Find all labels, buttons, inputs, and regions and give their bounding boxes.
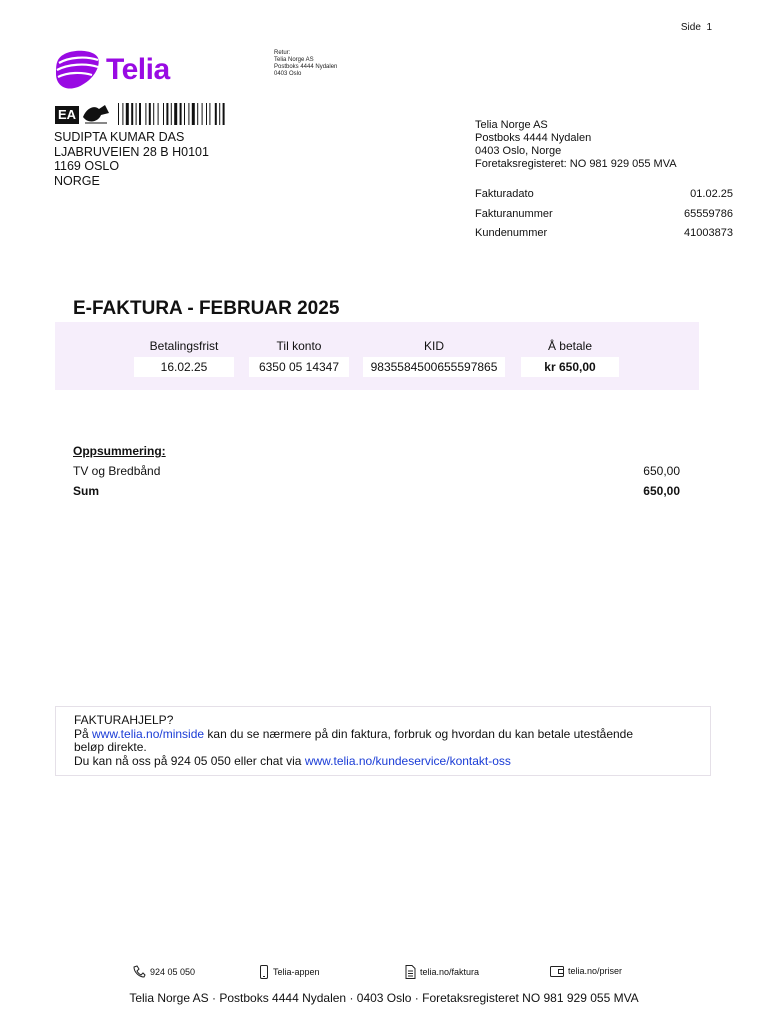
minside-link[interactable]: www.telia.no/minside — [92, 726, 205, 741]
contact-text: telia.no/priser — [568, 966, 623, 976]
sender-line: Foretaksregisteret: NO 981 929 055 MVA — [475, 158, 677, 170]
help-line: beløp direkte. — [74, 740, 147, 754]
account-value: 6350 05 14347 — [249, 357, 349, 377]
invoice-meta — [475, 188, 733, 247]
recipient-line: SUDIPTA KUMAR DAS — [54, 130, 185, 144]
recipient-line: 1169 OSLO — [54, 159, 120, 173]
meta-row — [475, 208, 733, 228]
help-heading: FAKTURAHJELP? — [74, 713, 174, 727]
barcode — [118, 103, 252, 125]
contact-link[interactable]: www.telia.no/kundeservice/kontakt-oss — [304, 753, 511, 768]
return-line: Retur: — [274, 50, 291, 56]
wallet-icon — [550, 965, 564, 977]
summary-row-value: 650,00 — [643, 464, 680, 478]
return-line: 0403 Oslo — [274, 71, 302, 77]
recipient-address — [54, 130, 209, 188]
payment-box — [55, 322, 699, 390]
kid-label: KID — [423, 339, 444, 353]
sender-address — [475, 119, 677, 171]
return-address — [274, 50, 337, 78]
meta-value: 65559786 — [684, 207, 733, 220]
return-line: Postboks 4444 Nydalen — [274, 64, 338, 70]
meta-label: Fakturanummer — [475, 207, 553, 220]
meta-value: 01.02.25 — [690, 188, 733, 200]
contact-prices — [550, 965, 622, 977]
help-text: kan du se nærmere på din faktura, forbruk og hvordan du kan betale utestående — [204, 726, 634, 741]
contact-app — [259, 965, 320, 979]
due-date-column — [134, 339, 234, 377]
posthorn-icon — [79, 103, 113, 127]
meta-value: 41003873 — [684, 227, 733, 239]
due-date-label: Betalingsfrist — [149, 339, 219, 353]
contact-invoice — [405, 965, 479, 979]
meta-row — [475, 227, 733, 247]
telia-pebble-icon — [54, 50, 100, 90]
kid-value: 9835584500655597865 — [363, 357, 505, 377]
telia-logo — [54, 50, 170, 90]
brand-name: Telia — [106, 53, 170, 86]
account-label: Til konto — [276, 339, 322, 353]
postal-mark — [55, 103, 113, 127]
summary-total-value: 650,00 — [643, 484, 680, 498]
sender-line: 0403 Oslo, Norge — [475, 145, 562, 157]
footer: Telia Norge AS · Postboks 4444 Nydalen · 0403 Oslo · Foretaksregisteret NO 981 929 055 MVA — [129, 991, 639, 1005]
sender-line: Postboks 4444 Nydalen — [475, 132, 592, 144]
summary-row — [73, 464, 680, 484]
summary-section — [73, 444, 680, 504]
phone-icon — [132, 965, 146, 978]
return-line: Telia Norge AS — [274, 57, 314, 63]
due-date-value: 16.02.25 — [134, 357, 234, 377]
mobile-icon — [259, 965, 269, 979]
document-icon — [405, 965, 416, 979]
recipient-line: LJABRUVEIEN 28 B H0101 — [54, 144, 209, 159]
summary-total-row — [73, 484, 680, 504]
summary-row-label: TV og Bredbånd — [73, 464, 161, 478]
meta-label: Kundenummer — [475, 227, 548, 239]
postal-mark-label: EA — [55, 106, 79, 124]
help-text: Du kan nå oss på 924 05 050 eller chat via — [74, 753, 305, 768]
help-line — [74, 755, 692, 769]
contact-text: 924 05 050 — [150, 966, 196, 977]
recipient-line: NORGE — [54, 173, 100, 188]
contact-text: Telia-appen — [273, 967, 320, 977]
page-label: Side — [680, 22, 701, 33]
summary-heading: Oppsummering: — [73, 444, 166, 458]
amount-value: kr 650,00 — [521, 357, 619, 377]
meta-row — [475, 188, 733, 208]
amount-label: Å betale — [547, 339, 593, 353]
sender-line: Telia Norge AS — [475, 119, 548, 131]
help-text: På — [74, 726, 93, 741]
summary-total-label: Sum — [73, 484, 100, 498]
page-number — [681, 22, 712, 33]
contact-text: telia.no/faktura — [420, 967, 480, 977]
amount-column — [521, 339, 619, 377]
account-column — [249, 339, 349, 377]
page-value: 1 — [706, 22, 712, 33]
meta-label: Fakturadato — [475, 188, 534, 200]
contact-phone — [132, 965, 195, 978]
invoice-help-box — [55, 706, 711, 776]
invoice-title: E-FAKTURA - FEBRUAR 2025 — [73, 298, 340, 319]
kid-column — [363, 339, 505, 377]
help-line — [74, 728, 692, 742]
